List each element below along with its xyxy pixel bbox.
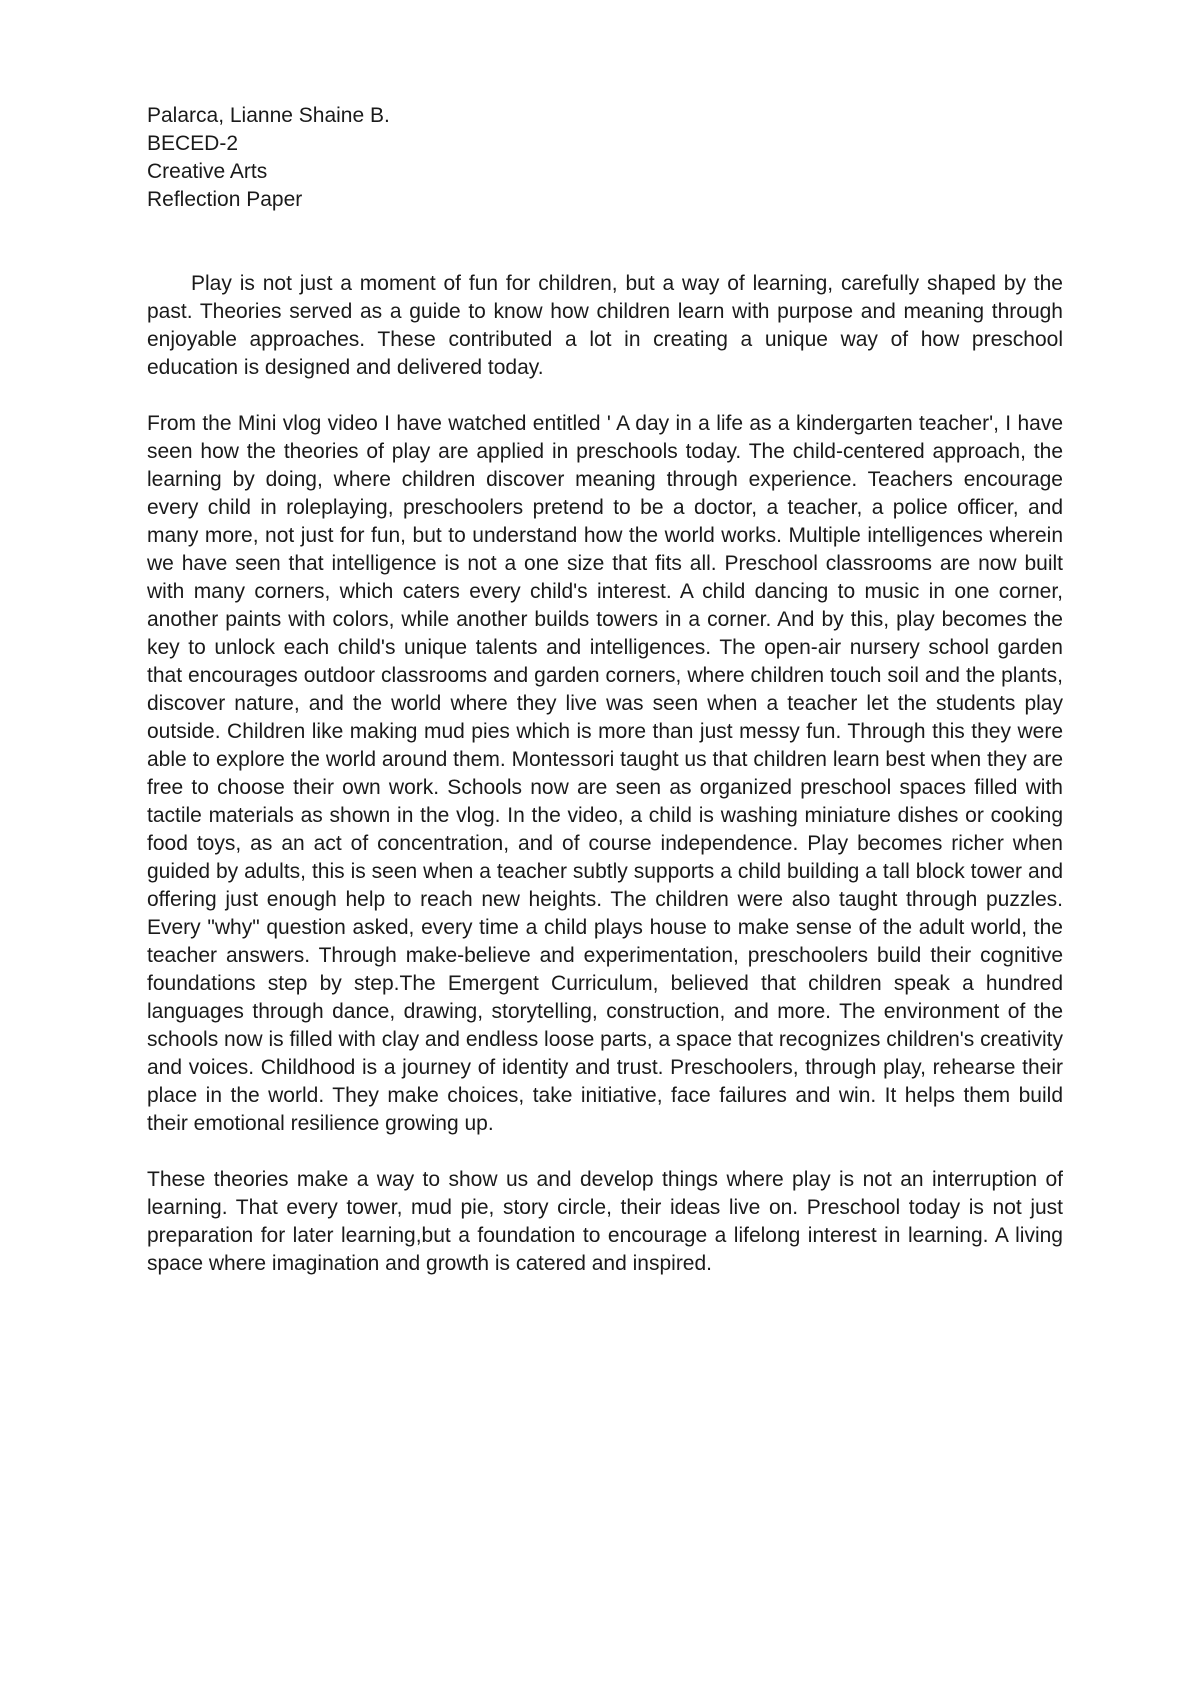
paragraph-intro: Play is not just a moment of fun for children, but a way of learning, carefully shaped by the past. Theories served as a guide to know how children learn with purpose and meaning through enjoyable approaches. These contributed a lot in creating a unique way of how preschool education is designed and delivered today. [147,272,1063,379]
paragraph-main: From the Mini vlog video I have watched entitled ' A day in a life as a kindergarten teacher', I have seen how the theories of play are applied in preschools today. The child-centered approach, the learning by doing, where children discover meaning through experience. Teachers encourage every child in roleplaying, preschoolers pretend to be a doctor, a teacher, a police officer, and many more, not just for fun, but to understand how the world works. Multiple intelligences wherein we have seen that intelligence is not a one size that fits all. Preschool classrooms are now built with many corners, which caters every child's interest. A child dancing to music in one corner, another paints with colors, while another builds towers in a corner. And by this, play becomes the key to unlock each child's unique talents and intelligences. The open-air nursery school garden that encourages outdoor classrooms and garden corners, where children touch soil and the plants, discover nature, and the world where they live was seen when a teacher let the students play outside. Children like making mud pies which is more than just messy fun. Through this they were able to explore the world around them. Montessori taught us that children learn best when they are free to choose their own work. Schools now are seen as organized preschool spaces filled with tactile materials as shown in the vlog. In the video, a child is washing miniature dishes or cooking food toys, as an act of concentration, and of course independence. Play becomes richer when guided by adults, this is seen when a teacher subtly supports a child building a tall block tower and offering just enough help to reach new heights. The children were also taught through puzzles. Every "why" question asked, every time a child plays house to make sense of the adult world, the teacher answers. Through make-believe and experimentation, preschoolers build their cognitive foundations step by step.The Emergent Curriculum, believed that children speak a hundred languages through dance, drawing, storytelling, construction, and more. The environment of the schools now is filled with clay and endless loose parts, a space that recognizes children's creativity and voices. Childhood is a journey of identity and trust. Preschoolers, through play, rehearse their place in the world. They make choices, take initiative, face failures and win. It helps them build their emotional resilience growing up. [147,412,1063,1135]
paragraph-conclusion: These theories make a way to show us and develop things where play is not an interruption of learning. That every tower, mud pie, story circle, their ideas live on. Preschool today is not just preparation for later learning,but a foundation to encourage a lifelong interest in learning. A living space where imagination and growth is catered and inspired. [147,1168,1063,1275]
document-body [147,270,1063,1278]
document-type: Reflection Paper [147,188,303,211]
document-header [147,102,747,214]
subject-name: Creative Arts [147,160,268,183]
course-section: BECED-2 [147,132,239,155]
author-name: Palarca, Lianne Shaine B. [147,104,390,127]
